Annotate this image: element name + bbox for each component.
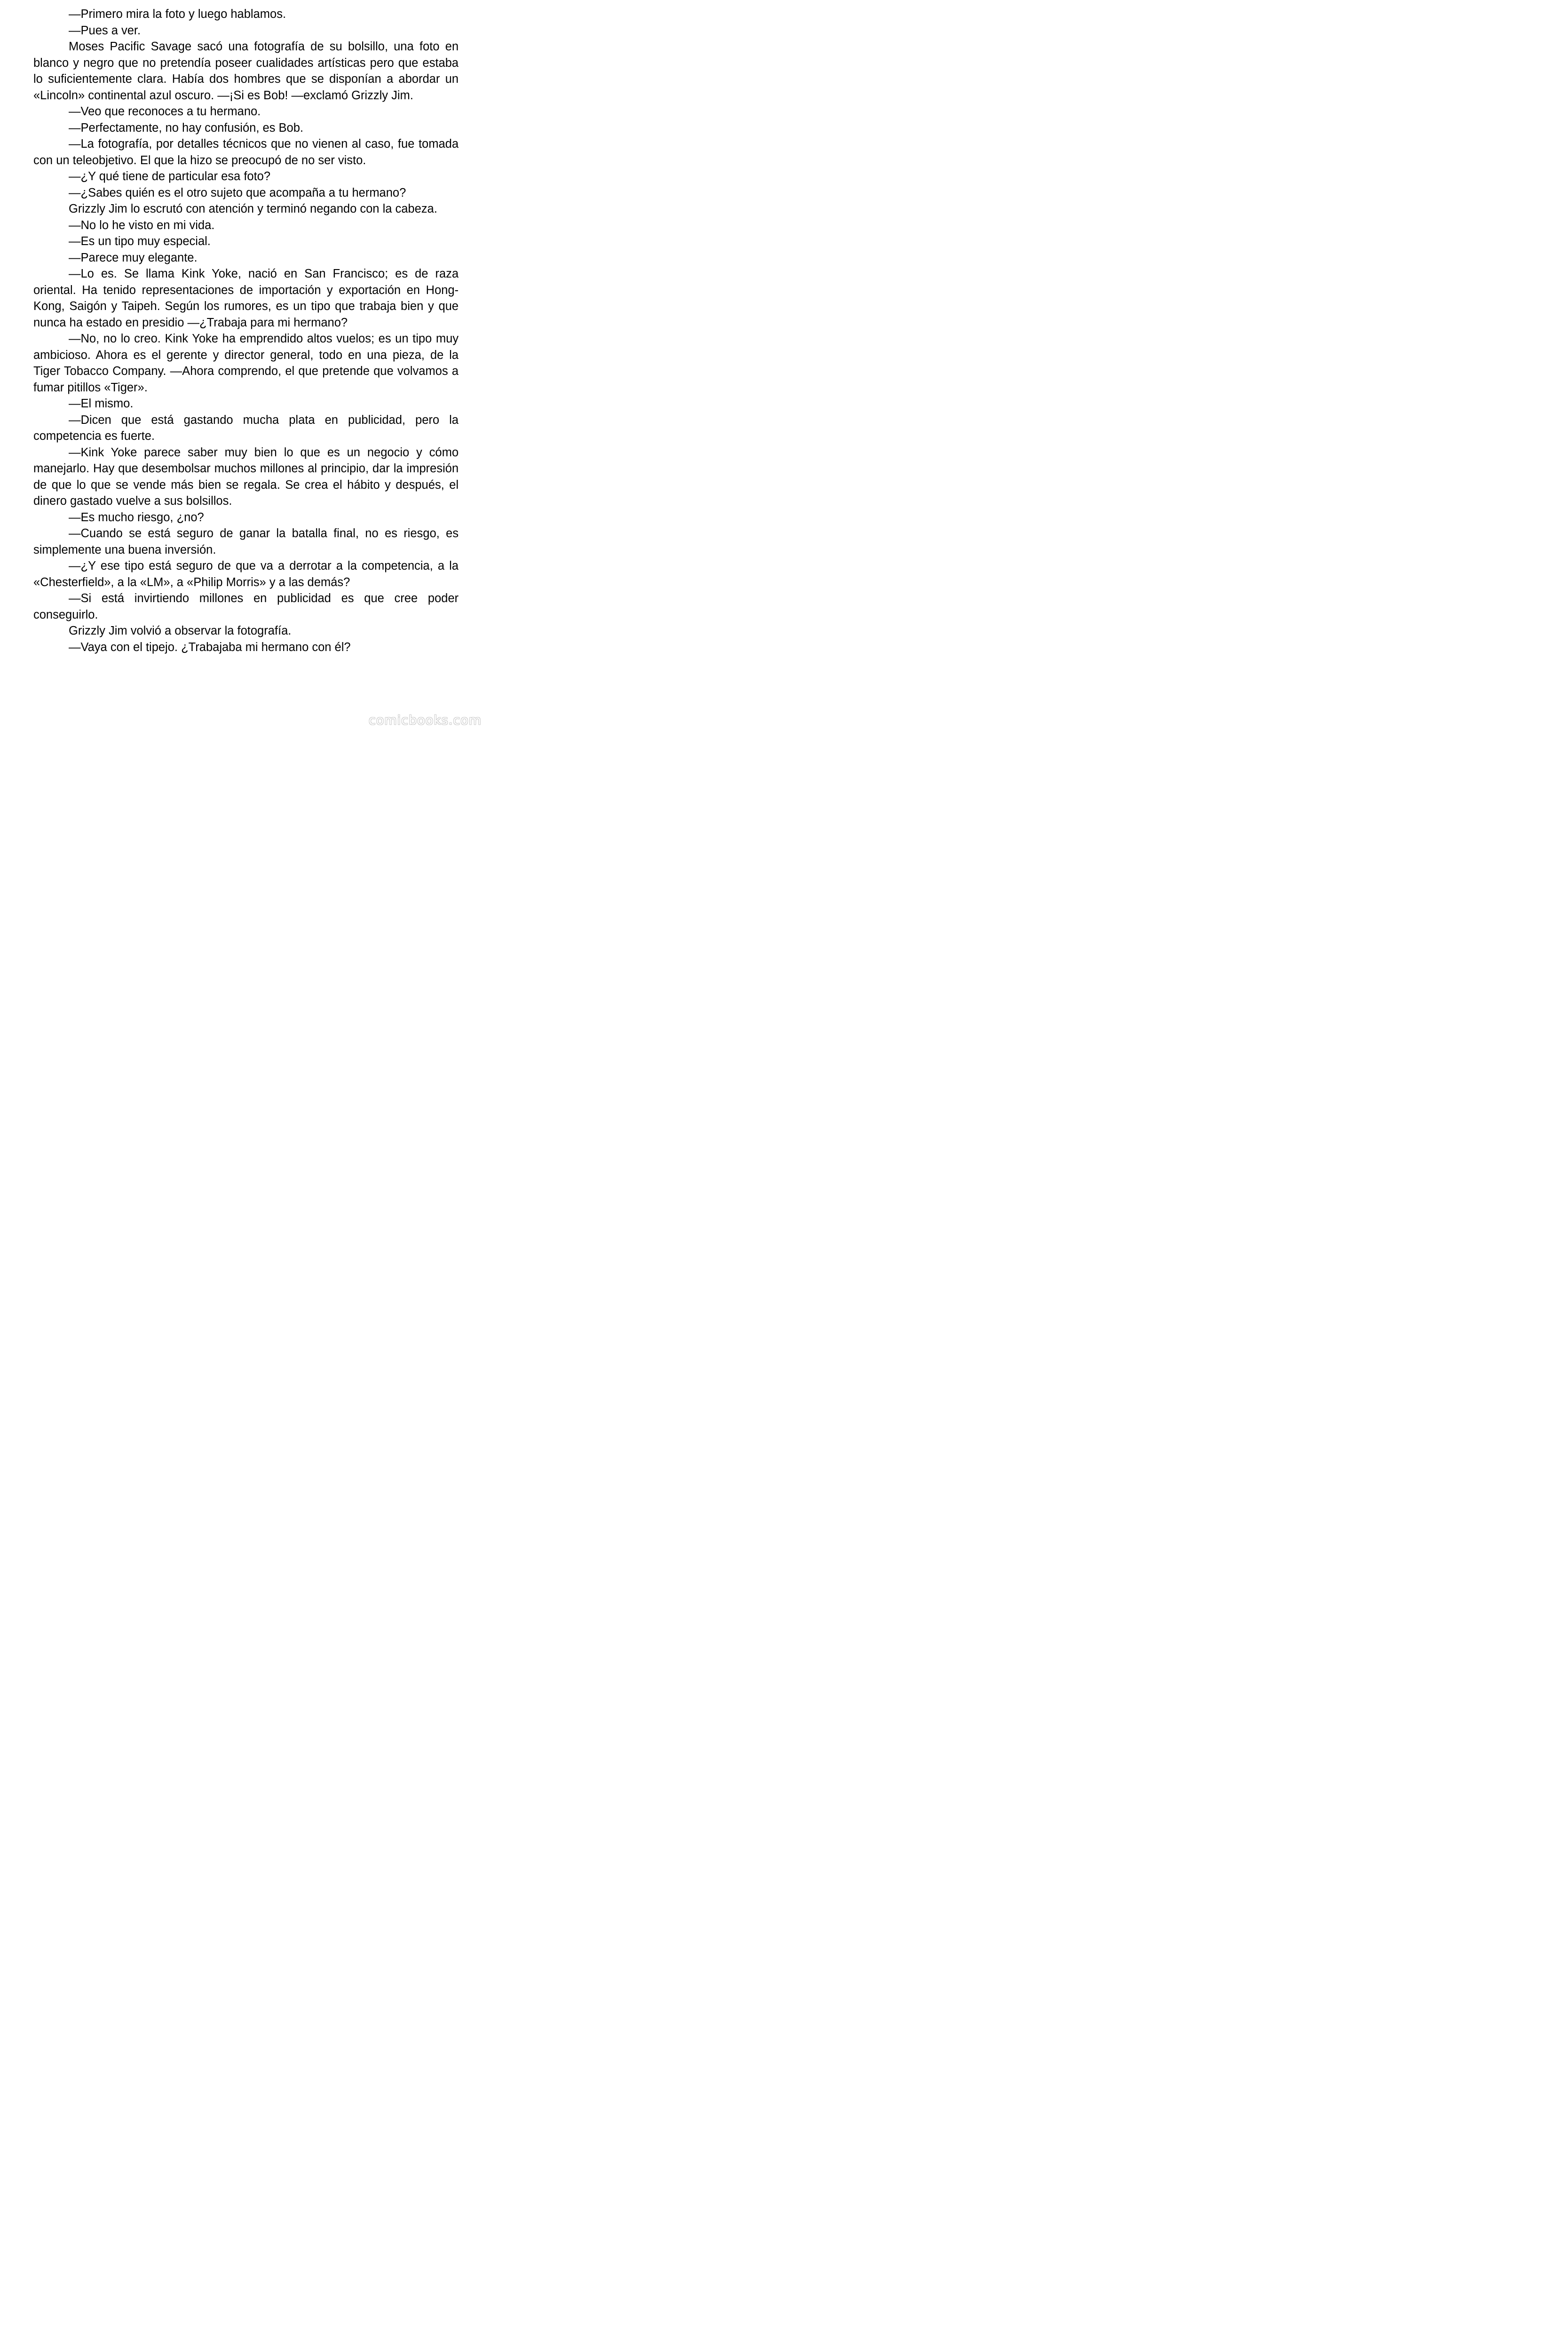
document-page: [0, 0, 494, 741]
paragraph: —¿Y ese tipo está seguro de que va a derrotar a la competencia, a la «Chesterfield», a la «LM», a «Philip Morris» y a las demás?: [33, 559, 459, 589]
paragraph: —¿Sabes quién es el otro sujeto que acompaña a tu hermano?: [69, 186, 406, 199]
paragraph: —El mismo.: [69, 397, 134, 410]
paragraph: —Perfectamente, no hay confusión, es Bob.: [69, 121, 303, 135]
paragraph: —Vaya con el tipejo. ¿Trabajaba mi hermano con él?: [69, 640, 351, 654]
paragraph: —Es mucho riesgo, ¿no?: [69, 510, 204, 524]
paragraph: —Lo es. Se llama Kink Yoke, nació en San Francisco; es de raza oriental. Ha tenido representaciones de importación y exportación en Hong-Kong, Saigón y Taipeh. Según los rumores, es un tipo que trabaja bien y que nunca ha estado en presidio —¿Trabaja para mi hermano?: [33, 267, 459, 329]
paragraph: —Es un tipo muy especial.: [69, 235, 211, 248]
paragraph: —No, no lo creo. Kink Yoke ha emprendido altos vuelos; es un tipo muy ambicioso. Ahora es el gerente y director general, todo en una pieza, de la Tiger Tobacco Company. —Ahora comprendo, el que pretende que volvamos a fumar pitillos «Tiger».: [33, 332, 459, 394]
paragraph: —Pues a ver.: [69, 24, 141, 37]
paragraph: Moses Pacific Savage sacó una fotografía de su bolsillo, una foto en blanco y negro que no pretendía poseer cualidades artísticas pero que estaba lo suficientemente clara. Había dos hombres que se disponían a abordar un «Lincoln» continental azul oscuro. —¡Si es Bob! —exclamó Grizzly Jim.: [33, 40, 459, 102]
paragraph: —Primero mira la foto y luego hablamos.: [69, 8, 286, 21]
paragraph: —La fotografía, por detalles técnicos que no vienen al caso, fue tomada con un teleobjetivo. El que la hizo se preocupó de no ser visto.: [33, 137, 459, 167]
paragraph: —Cuando se está seguro de ganar la batalla final, no es riesgo, es simplemente una buena inversión.: [33, 527, 459, 556]
paragraph: —No lo he visto en mi vida.: [69, 218, 215, 232]
body-text: [33, 6, 459, 655]
paragraph: —Si está invirtiendo millones en publicidad es que cree poder conseguirlo.: [33, 592, 459, 621]
paragraph: —Parece muy elegante.: [69, 251, 198, 264]
paragraph: —Dicen que está gastando mucha plata en publicidad, pero la competencia es fuerte.: [33, 413, 459, 443]
paragraph: —Veo que reconoces a tu hermano.: [69, 105, 261, 118]
paragraph: Grizzly Jim lo escrutó con atención y terminó negando con la cabeza.: [69, 202, 437, 215]
paragraph: —Kink Yoke parece saber muy bien lo que es un negocio y cómo manejarlo. Hay que desembolsar muchos millones al principio, dar la impresión de que lo que se vende más bien se regala. Se crea el hábito y después, el dinero gastado vuelve a sus bolsillos.: [33, 445, 459, 508]
paragraph: —¿Y qué tiene de particular esa foto?: [69, 170, 271, 183]
watermark-logo: comicbooks.com: [368, 713, 482, 728]
paragraph: Grizzly Jim volvió a observar la fotografía.: [69, 624, 292, 637]
